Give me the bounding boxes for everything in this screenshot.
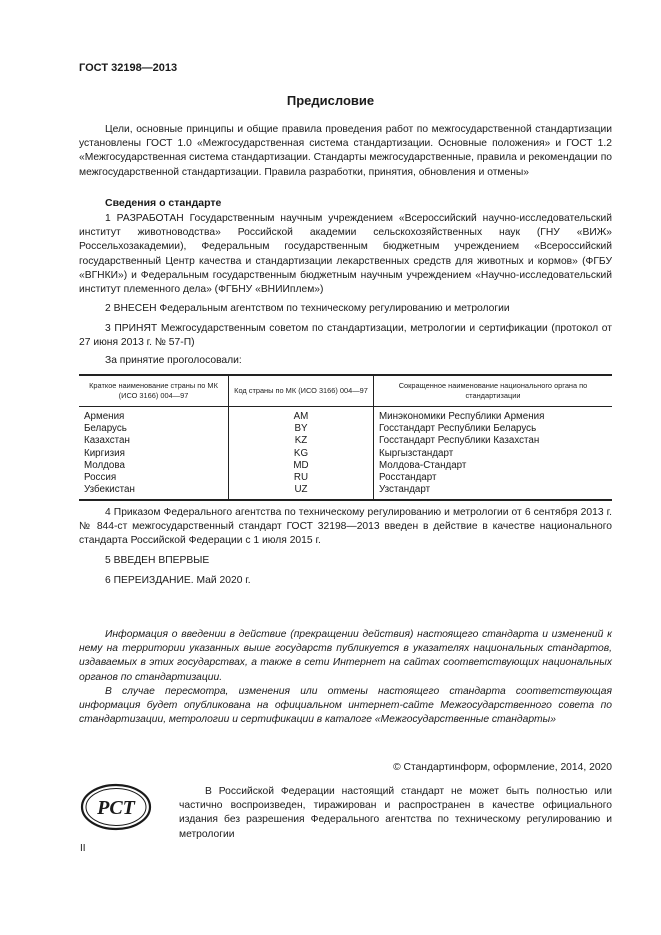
cell-country: Казахстан: [84, 435, 130, 447]
cell-body: Узстандарт: [374, 484, 613, 500]
cell-country: Узбекистан: [84, 484, 135, 496]
section-heading: Сведения о стандарте: [105, 197, 222, 209]
header-country-code: Код страны по МК (ИСО 3166) 004—97: [229, 375, 374, 407]
item-introduced: [79, 302, 612, 316]
voted-label: [79, 354, 612, 368]
vote-table: [79, 374, 612, 501]
cell-body: Молдова-Стандарт: [374, 460, 613, 472]
cell-code: BY: [229, 423, 374, 435]
vote-table-header-row: [79, 375, 612, 407]
item-reissue: [79, 574, 612, 588]
cell-country: Беларусь: [84, 423, 127, 435]
reproduction-notice: [179, 785, 612, 842]
voted-label-text: За принятие проголосовали:: [105, 355, 242, 366]
cell-country: Армения: [84, 411, 125, 422]
logo-text: РСТ: [97, 797, 135, 819]
table-row: [79, 435, 612, 447]
cell-body: Госстандарт Республики Казахстан: [374, 435, 613, 447]
cell-body: Минэкономики Республики Армения: [374, 407, 613, 424]
page-title: Предисловие: [286, 93, 375, 108]
item-adopted: [79, 322, 612, 350]
cell-body: Госстандарт Республики Беларусь: [374, 423, 613, 435]
cell-body: Росстандарт: [374, 472, 613, 484]
cell-code: KZ: [229, 435, 374, 447]
cell-code: UZ: [229, 484, 374, 500]
item-first-time-text: 5 ВВЕДЕН ВПЕРВЫЕ: [105, 555, 210, 566]
cell-country: Киргизия: [84, 447, 125, 459]
item-adopted-text: 3 ПРИНЯТ Межгосударственным советом по стандартизации, метрологии и сертификации (протокол от 27 июня 2013 г. № 57-П): [79, 323, 612, 349]
note-revision: [79, 685, 612, 728]
cell-country: Молдова: [84, 459, 125, 471]
reproduction-notice-text: В Российской Федерации настоящий стандарт не может быть полностью или частично воспроизведен, тиражирован и распространен в качестве официального издания без разрешения Федерального агентства по техническому регулированию и метрологии: [179, 786, 612, 840]
table-row: [79, 460, 612, 472]
cell-country: Россия: [84, 472, 117, 484]
intro-text: Цели, основные принципы и общие правила проведения работ по межгосударственной стандартизации установлены ГОСТ 1.0 «Межгосударственная система стандартизации. Основные положения» и ГОСТ 1.2 «Межгосударственная система стандартизации. Стандарты межгосударственные, правила и рекомендации по межгосударственной стандартизации. Правила разработки, принятия, обновления и отмены»: [79, 124, 612, 178]
item-developed: [79, 212, 612, 297]
note-info: [79, 628, 612, 685]
table-row: [79, 484, 612, 500]
item-order-text: 4 Приказом Федерального агентства по техническому регулированию и метрологии от 6 сентября 2013 г. № 844-ст межгосударственный стандарт ГОСТ 32198—2013 введен в действие в качестве национального стандарта Российской Федерации с 1 июля 2015 г.: [79, 507, 612, 547]
item-first-time: [79, 554, 612, 568]
cell-code: AM: [229, 407, 374, 424]
table-row: [79, 472, 612, 484]
header-country-name: Краткое наименование страны по МК (ИСО 3166) 004—97: [79, 375, 229, 407]
header-standards-body: Сокращенное наименование национального органа по стандартизации: [374, 375, 613, 407]
table-row: [79, 448, 612, 460]
rst-conformity-mark-icon: [80, 783, 152, 831]
table-row: [79, 407, 612, 424]
page-number: II: [80, 843, 86, 854]
cell-body: Кыргызстандарт: [374, 448, 613, 460]
copyright-line: © Стандартинформ, оформление, 2014, 2020: [393, 762, 612, 773]
document-code: ГОСТ 32198—2013: [79, 62, 178, 74]
item-reissue-text: 6 ПЕРЕИЗДАНИЕ. Май 2020 г.: [105, 575, 251, 586]
cell-code: KG: [229, 448, 374, 460]
item-developed-text: 1 РАЗРАБОТАН Государственным научным учреждением «Всероссийский научно-исследовательский институт животноводства» Российской академии сельскохозяйственных наук (ГНУ «ВИЖ» Россельхозакадемии), Федеральным государственным бюджетным учреждением «Всероссийский государственный Центр качества и стандартизации лекарственных средств для животных и кормов» (ФГБУ «ВГНКИ») и Федеральным государственным бюджетным научным учреждением «Научно-исследовательский институт племенного дела» (ФГБНУ «ВНИИплем»): [79, 213, 612, 296]
item-order: [79, 506, 612, 549]
note-info-text: Информация о введении в действие (прекращении действия) настоящего стандарта и изменений к нему на территории указанных выше государств публикуется в указателях национальных стандартов, издаваемых в этих государствах, а также в сети Интернет на сайтах соответствующих национальных органов по стандартизации.: [79, 629, 612, 683]
cell-code: RU: [229, 472, 374, 484]
table-row: [79, 423, 612, 435]
cell-code: MD: [229, 460, 374, 472]
item-introduced-text: 2 ВНЕСЕН Федеральным агентством по техническому регулированию и метрологии: [105, 303, 510, 314]
intro-paragraph: [79, 123, 612, 180]
note-revision-text: В случае пересмотра, изменения или отмены настоящего стандарта соответствующая информация будет опубликована на официальном интернет-сайте Межгосударственного совета по стандартизации, метрологии и сертификации в каталоге «Межгосударственные стандарты»: [79, 686, 612, 726]
